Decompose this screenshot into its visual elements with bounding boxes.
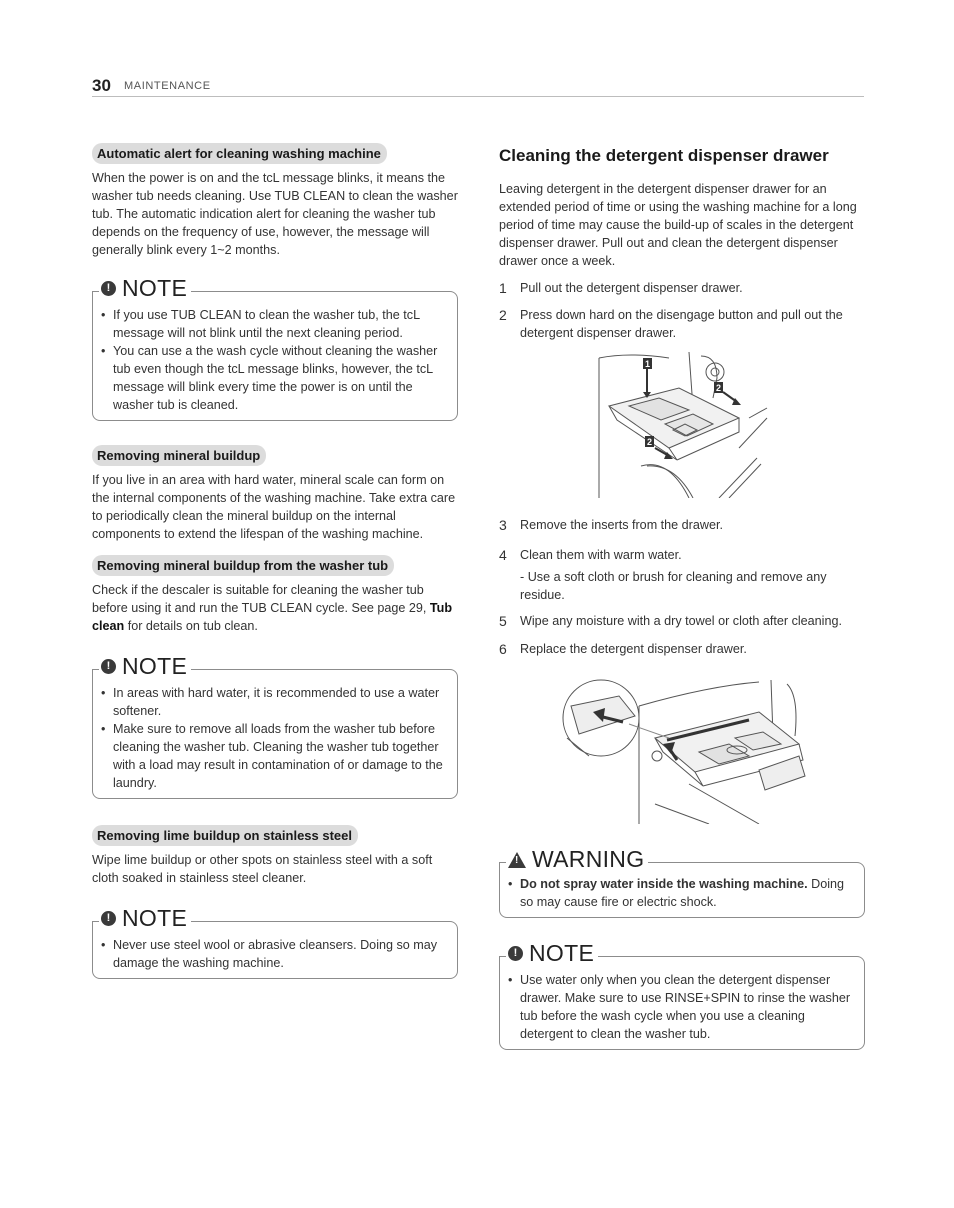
- paragraph-mineral-buildup: If you live in an area with hard water, mineral scale can form on the internal components of the washing machine. Take extra care to periodically clean the mineral buildup on the internal components to extend the lifespan of the washing machine.: [92, 473, 456, 541]
- note-header: [99, 905, 191, 932]
- paragraph-lime-buildup: Wipe lime buildup or other spots on stainless steel with a soft cloth soaked in stainless steel cleaner.: [92, 853, 433, 885]
- step-text: Clean them with warm water.: [520, 548, 682, 562]
- step-3: [499, 516, 865, 534]
- note-box-hard-water: [92, 653, 458, 799]
- drawer-removal-illustration: [589, 348, 779, 498]
- step-4-sub: - Use a soft cloth or brush for cleaning and remove any residue.: [520, 570, 827, 602]
- step-text: Pull out the detergent dispenser drawer.: [520, 281, 743, 295]
- step-text: Remove the inserts from the drawer.: [520, 518, 723, 532]
- step-number: 3: [499, 517, 507, 533]
- note-item: • You can use a the wash cycle without cleaning the washer tub even though the tcL message blinks, however, the tcL message will blink every time the power is on until the washer tub is cleaned.: [113, 342, 447, 414]
- paragraph-automatic-alert: When the power is on and the tcL message blinks, it means the washer tub needs cleaning. Use TUB CLEAN to clean the washer tub. The automatic indication alert for cleaning the washer tub depends on the frequency of use, however, the message will generally blink every 1~2 months.: [92, 171, 458, 257]
- note-title: NOTE: [529, 940, 595, 966]
- note-box-rinse-spin: [499, 940, 865, 1050]
- svg-text:1: 1: [644, 359, 651, 369]
- heading-automatic-alert: Automatic alert for cleaning washing machine: [92, 143, 387, 164]
- warning-list: [520, 875, 854, 911]
- warning-header: [506, 846, 648, 873]
- note-box-steel-wool: [92, 905, 458, 979]
- warning-title: WARNING: [532, 846, 645, 872]
- tub-body-suffix: for details on tub clean.: [127, 619, 258, 633]
- note-title: NOTE: [122, 275, 188, 301]
- page-header: [92, 76, 864, 97]
- warning-item: [520, 875, 854, 911]
- paragraph-mineral-buildup-tub: [92, 581, 458, 635]
- warning-text: Doing so may cause fire or electric shock.: [520, 877, 845, 909]
- warning-triangle-icon: !: [508, 852, 526, 868]
- note-title: NOTE: [122, 653, 188, 679]
- step-5: [499, 612, 865, 630]
- warning-bold-text: Do not spray water inside the washing machine.: [520, 877, 808, 891]
- note-item: • Use water only when you clean the detergent dispenser drawer. Make sure to use RINSE+SPIN to rinse the washer tub before the wash cycle when you use a cleaning detergent to clean the washer tub.: [520, 971, 854, 1043]
- tub-clean-link: Tub clean: [92, 601, 453, 633]
- step-1: [499, 279, 865, 297]
- section-title: Cleaning the detergent dispenser drawer: [499, 146, 829, 165]
- note-box-tub-clean: [92, 275, 458, 421]
- drawer-replacement-illustration: [559, 676, 809, 824]
- note-list: [113, 306, 447, 414]
- step-4: [499, 546, 865, 564]
- note-list: [113, 936, 447, 972]
- exclamation-icon: !: [508, 946, 523, 961]
- svg-text:2: 2: [715, 383, 722, 393]
- note-list: [520, 971, 854, 1043]
- step-number: 4: [499, 547, 507, 563]
- right-column: [499, 143, 865, 1050]
- note-header: [506, 940, 598, 967]
- step-number: 1: [499, 280, 507, 296]
- step-number: 6: [499, 641, 507, 657]
- note-list: [113, 684, 447, 792]
- heading-lime-buildup: Removing lime buildup on stainless steel: [92, 825, 358, 846]
- warning-box: [499, 846, 865, 918]
- note-item: • Never use steel wool or abrasive cleansers. Doing so may damage the washing machine.: [113, 936, 447, 972]
- exclamation-icon: !: [101, 281, 116, 296]
- step-number: 2: [499, 307, 507, 323]
- note-item: • Make sure to remove all loads from the washer tub before cleaning the washer tub. Cleaning the washer tub together with a load may result in contamination of or damage to the laundry.: [113, 720, 447, 792]
- note-item: • In areas with hard water, it is recommended to use a water softener.: [113, 684, 447, 720]
- intro-paragraph: Leaving detergent in the detergent dispenser drawer for an extended period of time or using the washing machine for a long period of time may cause the build-up of scales in the detergent dispenser drawer. Pull out and clean the detergent dispenser drawer once a week.: [499, 182, 857, 268]
- note-header: [99, 653, 191, 680]
- note-item: • If you use TUB CLEAN to clean the washer tub, the tcL message will not blink until the next cleaning period.: [113, 306, 447, 342]
- heading-mineral-buildup: Removing mineral buildup: [92, 445, 266, 466]
- page-number: 30: [92, 76, 111, 95]
- section-name: MAINTENANCE: [124, 80, 211, 92]
- note-header: [99, 275, 191, 302]
- exclamation-icon: !: [101, 659, 116, 674]
- left-column: [92, 143, 458, 979]
- step-2: [499, 306, 865, 342]
- step-text: Replace the detergent dispenser drawer.: [520, 642, 747, 656]
- heading-mineral-buildup-tub: Removing mineral buildup from the washer tub: [92, 555, 394, 576]
- svg-text:2: 2: [646, 437, 653, 447]
- exclamation-icon: !: [101, 911, 116, 926]
- step-text: Wipe any moisture with a dry towel or cloth after cleaning.: [520, 614, 842, 628]
- note-title: NOTE: [122, 905, 188, 931]
- step-6: [499, 640, 865, 658]
- tub-body-prefix: Check if the descaler is suitable for cleaning the washer tub before using it and run the TUB CLEAN cycle. See page 29,: [92, 583, 427, 615]
- step-number: 5: [499, 613, 507, 629]
- step-text: Press down hard on the disengage button and pull out the detergent dispenser drawer.: [520, 308, 843, 340]
